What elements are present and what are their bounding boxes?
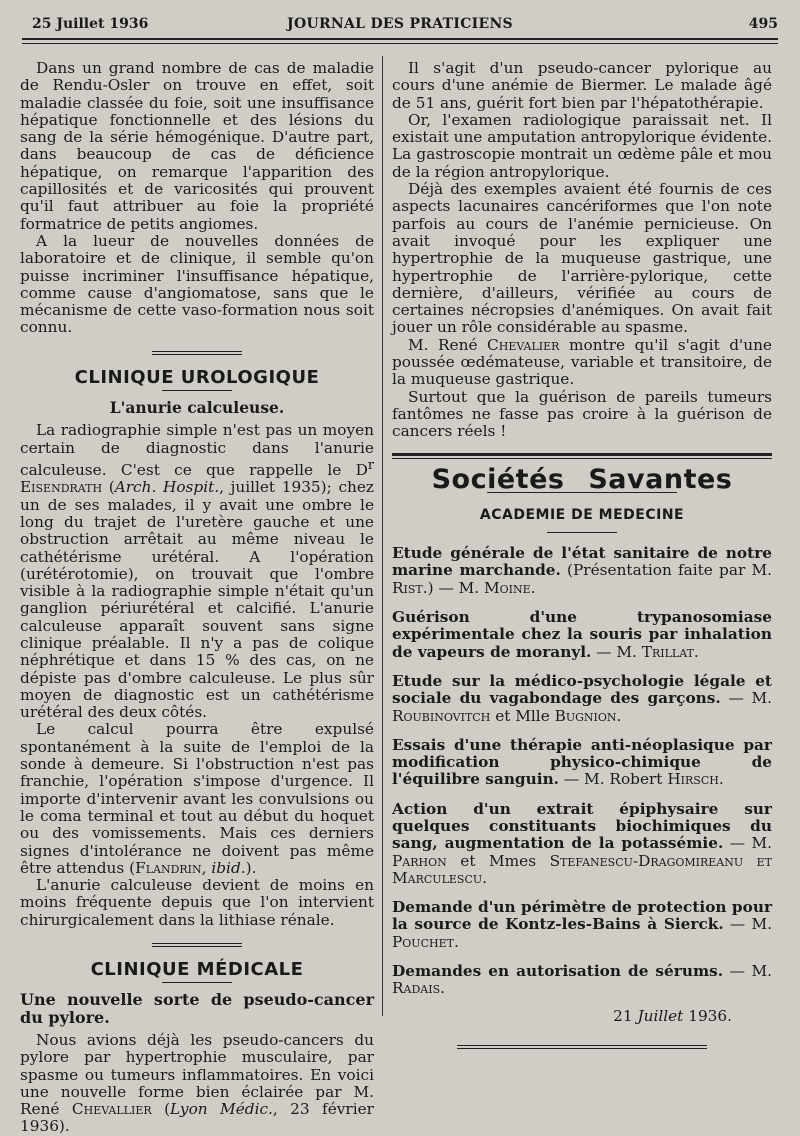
- author-name: Chevallier: [71, 1100, 152, 1119]
- paragraph: Il s'agit d'un pseudo-cancer pylorique au cours d'une anémie de Biermer. Le malade âgé de 51 ans, guérit fort bien par l'hépatothérapie.: [392, 59, 772, 112]
- paragraph: Nous avions déjà les pseudo-cancers du pylore par hypertrophie musculaire, par spasme ou tumeurs inflammatoires. En voici une nouvelle forme bien éclairée par M. René Chevallier (Lyon Médic., 23 février 1936).: [20, 1030, 374, 1136]
- journal-reference: Lyon Médic.: [170, 1100, 273, 1119]
- page-number: 495: [748, 16, 778, 32]
- paragraph: La radiographie simple n'est pas un moyen certain de diagnostic dans l'anurie calculeuse. C'est ce que rappelle le $D^r$ Eisendrath (Arch. Hospit., juillet 1935); chez un de ses malades, il y avait une ombre le long du trajet de l'uretère gauche et une obstruction arrêtait au même niveau le cathétérisme urétéral. A l'opération (urétérotomie), on trouvait que l'ombre visible à la radiographie simple n'était qu'un ganglion périurétéral et calcifié. L'anurie calculeuse apparaît souvent sans signe clinique préalable. Il n'y a pas de colique néphrétique et dans 15 % des cas, on ne dépiste pas d'ombre calculeuse. Le plus sûr moyen de diagnostic est un cathétérisme urétéral des deux côtés.: [20, 421, 374, 722]
- article-title: L'anurie calculeuse.: [109, 398, 285, 418]
- section-heading-urologique: CLINIQUE UROLOGIQUE: [74, 366, 320, 388]
- journal-reference: Arch. Hospit.: [114, 478, 220, 497]
- section-rule: [152, 943, 242, 947]
- header-rule: [22, 38, 778, 44]
- signoff-date: 21 Juillet 1936.: [613, 1006, 732, 1025]
- paragraph: M. René Chevalier montre qu'il s'agit d'une poussée œdémateuse, variable et transitoire, de la muqueuse gastrique.: [392, 335, 772, 389]
- right-column: [392, 60, 772, 1063]
- academy-entries: [392, 545, 772, 998]
- section-rule: [152, 351, 242, 355]
- journal-title: JOURNAL DES PRATICIENS: [287, 16, 513, 32]
- academy-entry: Essais d'une thérapie anti-néoplasique par modification physico-chimique de l'équilibre sanguin. — M. Robert Hirsch.: [392, 735, 772, 789]
- paragraph: A la lueur de nouvelles données de laboratoire et de clinique, il semble qu'on puisse incriminer l'insuffisance hépatique, comme cause d'angiomatose, sans que le mécanisme de cette vaso-formation nous soit connu.: [20, 231, 374, 337]
- paragraph: Dans un grand nombre de cas de maladie de Rendu-Osler on trouve en effet, soit maladie classée du foie, soit une insuffisance hépatique fonctionnelle et des lésions du sang de la série hémogénique. D'autre part, dans beaucoup de cas de déficience hépatique, on remarque l'apparition des capillosités et de varicosités qui prouvent qu'il faut attribuer au foie la propriété formatrice de petits angiomes.: [20, 59, 374, 233]
- paragraph: Or, l'examen radiologique paraissait net. Il existait une amputation antropylorique évidente. La gastroscopie montrait un œdème pâle et mou de la région antropylorique.: [392, 110, 772, 181]
- heading-rule: [162, 982, 232, 983]
- heading-rule: [547, 532, 617, 533]
- paragraph: Déjà des exemples avaient été fournis de ces aspects lacunaires cancériformes que l'on note parfois au cours de l'anémie pernicieuse. On avait invoqué pour les expliquer une hypertrophie de la muqueuse gastrique, une hypertrophie de l'arrière-pylorique, cette dernière, d'ailleurs, vérifiée au cours de certaines nécropsies d'anémiques. On avait fait jouer un rôle considérable au spasme.: [392, 180, 772, 337]
- article-title: Une nouvelle sorte de pseudo-cancer du pylore.: [20, 990, 374, 1027]
- section-rule: [457, 1045, 707, 1049]
- section-rule: [392, 453, 772, 459]
- author-name: Chevalier: [487, 335, 560, 354]
- academy-heading: ACADEMIE DE MEDECINE: [479, 506, 685, 523]
- section-heading-medicale: CLINIQUE MÉDICALE: [90, 959, 304, 981]
- left-column: [20, 60, 374, 1136]
- header-date: 25 Juillet 1936: [32, 16, 149, 32]
- academy-entry: Action d'un extrait épiphysaire sur quelques constituants biochimiques du sang, augmentation de la potassémie. — M. Parhon et Mmes Stefanescu-Dragomireanu et Marculescu.: [392, 799, 773, 887]
- author-name: Flandrin: [135, 858, 202, 877]
- page-header: [22, 16, 778, 38]
- column-divider: [382, 56, 383, 1016]
- academy-entry: Demande d'un périmètre de protection pour la source de Kontz-les-Bains à Sierck. — M. Pouchet.: [392, 898, 772, 951]
- heading-rule: [162, 390, 232, 391]
- paragraph: Surtout que la guérison de pareils tumeurs fantômes ne fasse pas croire à la guérison de cancers réels !: [392, 387, 772, 441]
- paragraph: Le calcul pourra être expulsé spontanément à la suite de l'emploi de la sonde à demeure. Si l'obstruction n'est pas franchie, l'opération s'impose d'urgence. Il importe d'intervenir avant les convulsions ou le coma terminal et tout au début du hoquet ou des vomissements. Mais ces derniers signes d'intolérance ne doivent pas même être attendus (Flandrin, ibid.).: [20, 720, 374, 877]
- academy-entry: Etude sur la médico-psychologie légale et sociale du vagabondage des garçons. — M. Roubinovitch et Mlle Bugnion.: [392, 671, 772, 725]
- paragraph: L'anurie calculeuse devient de moins en moins fréquente depuis que l'on intervient chirurgicalement dans la lithiase rénale.: [20, 876, 374, 929]
- author-name: Eisendrath: [20, 478, 103, 497]
- academy-entry: Demandes en autorisation de sérums. — M. Radais.: [392, 962, 772, 998]
- academy-entry: Etude générale de l'état sanitaire de notre marine marchande. (Présentation faite par M. Rist.) — M. Moine.: [392, 544, 772, 597]
- academy-entry: Guérison d'une trypanosomiase expérimentale chez la souris par inhalation de vapeurs de moranyl. — M. Trillat.: [392, 608, 772, 661]
- societes-savantes-title: Sociétés Savantes: [431, 463, 733, 495]
